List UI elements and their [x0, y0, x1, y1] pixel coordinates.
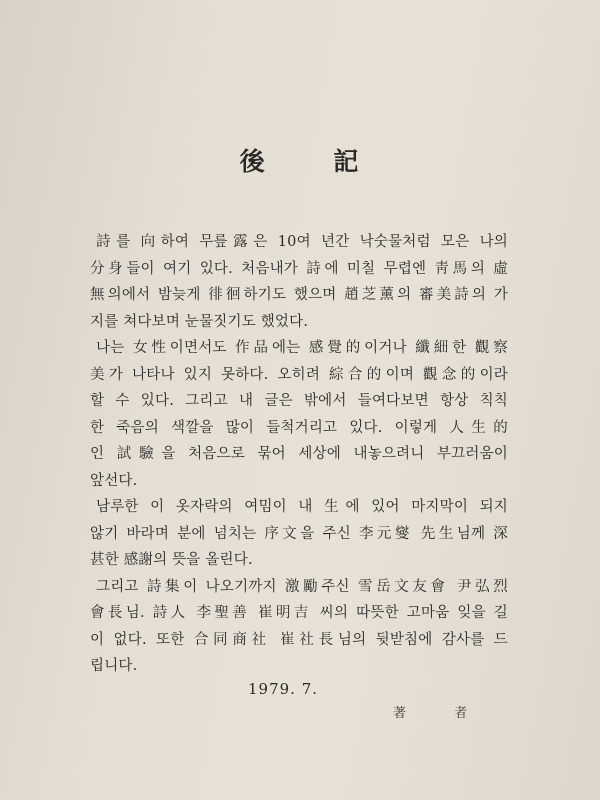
afterword-body — [90, 229, 508, 680]
paragraph-2-line-4: 한 죽음의 색깔을 많이 들척거리고 있다. 이렇게 人生的 — [90, 419, 508, 436]
paragraph-3-line-3: 甚한 感謝의 뜻을 올린다. — [90, 552, 253, 568]
paragraph-4-line-3: 이 없다. 또한 合同商社 崔社長님의 뒷받침에 감사를 드 — [90, 631, 508, 648]
paragraph-2-line-2: 美가 나타나 있지 못하다. 오히려 綜合的이며 觀念的이라 — [90, 366, 508, 383]
date-line: 1979. 7. — [248, 680, 319, 698]
paragraph-4-line-4: 립니다. — [90, 658, 138, 674]
paragraph-2-line-5: 인 試驗을 처음으로 묶어 세상에 내놓으려니 부끄러움이 — [90, 446, 508, 462]
paragraph-1-line-2: 分身들이 여기 있다. 처음내가 詩에 미칠 무렵엔 靑馬의 虛 — [90, 260, 508, 277]
paragraph-2-line-1: 나는 女性이면서도 作品에는 感覺的이거나 纖細한 觀察 — [96, 340, 508, 356]
paragraph-1-line-1: 詩를 向하여 무릎露은 10여 년간 낙숫물처럼 모은 나의 — [96, 234, 508, 250]
page-title: 後 記 — [239, 147, 389, 176]
paragraph-3-line-1: 남루한 이 옷자락의 여밈이 내 生에 있어 마지막이 되지 — [96, 499, 508, 515]
paragraph-1-line-3: 無의에서 밤늦게 徘徊하기도 했으며 趙芝薰의 審美詩의 가 — [90, 287, 508, 303]
author-signature: 著 者 — [393, 706, 490, 721]
paragraph-3-line-2: 않기 바라며 분에 넘치는 序文을 주신 李元燮 先生님께 深 — [90, 525, 508, 542]
paragraph-4-line-1: 그리고 詩集이 나오기까지 激勵주신 雪岳文友會 尹弘烈 — [96, 578, 508, 595]
paragraph-4-line-2: 會長님. 詩人 李聖善 崔明吉 씨의 따뜻한 고마움 잊을 길 — [90, 605, 508, 621]
paragraph-2-line-3: 할 수 있다. 그리고 내 글은 밖에서 들여다보면 항상 칙칙 — [90, 393, 508, 409]
paragraph-2-line-6: 앞선다. — [90, 472, 138, 489]
paragraph-1-line-4: 지를 쳐다보며 눈물짓기도 했었다. — [90, 313, 309, 330]
